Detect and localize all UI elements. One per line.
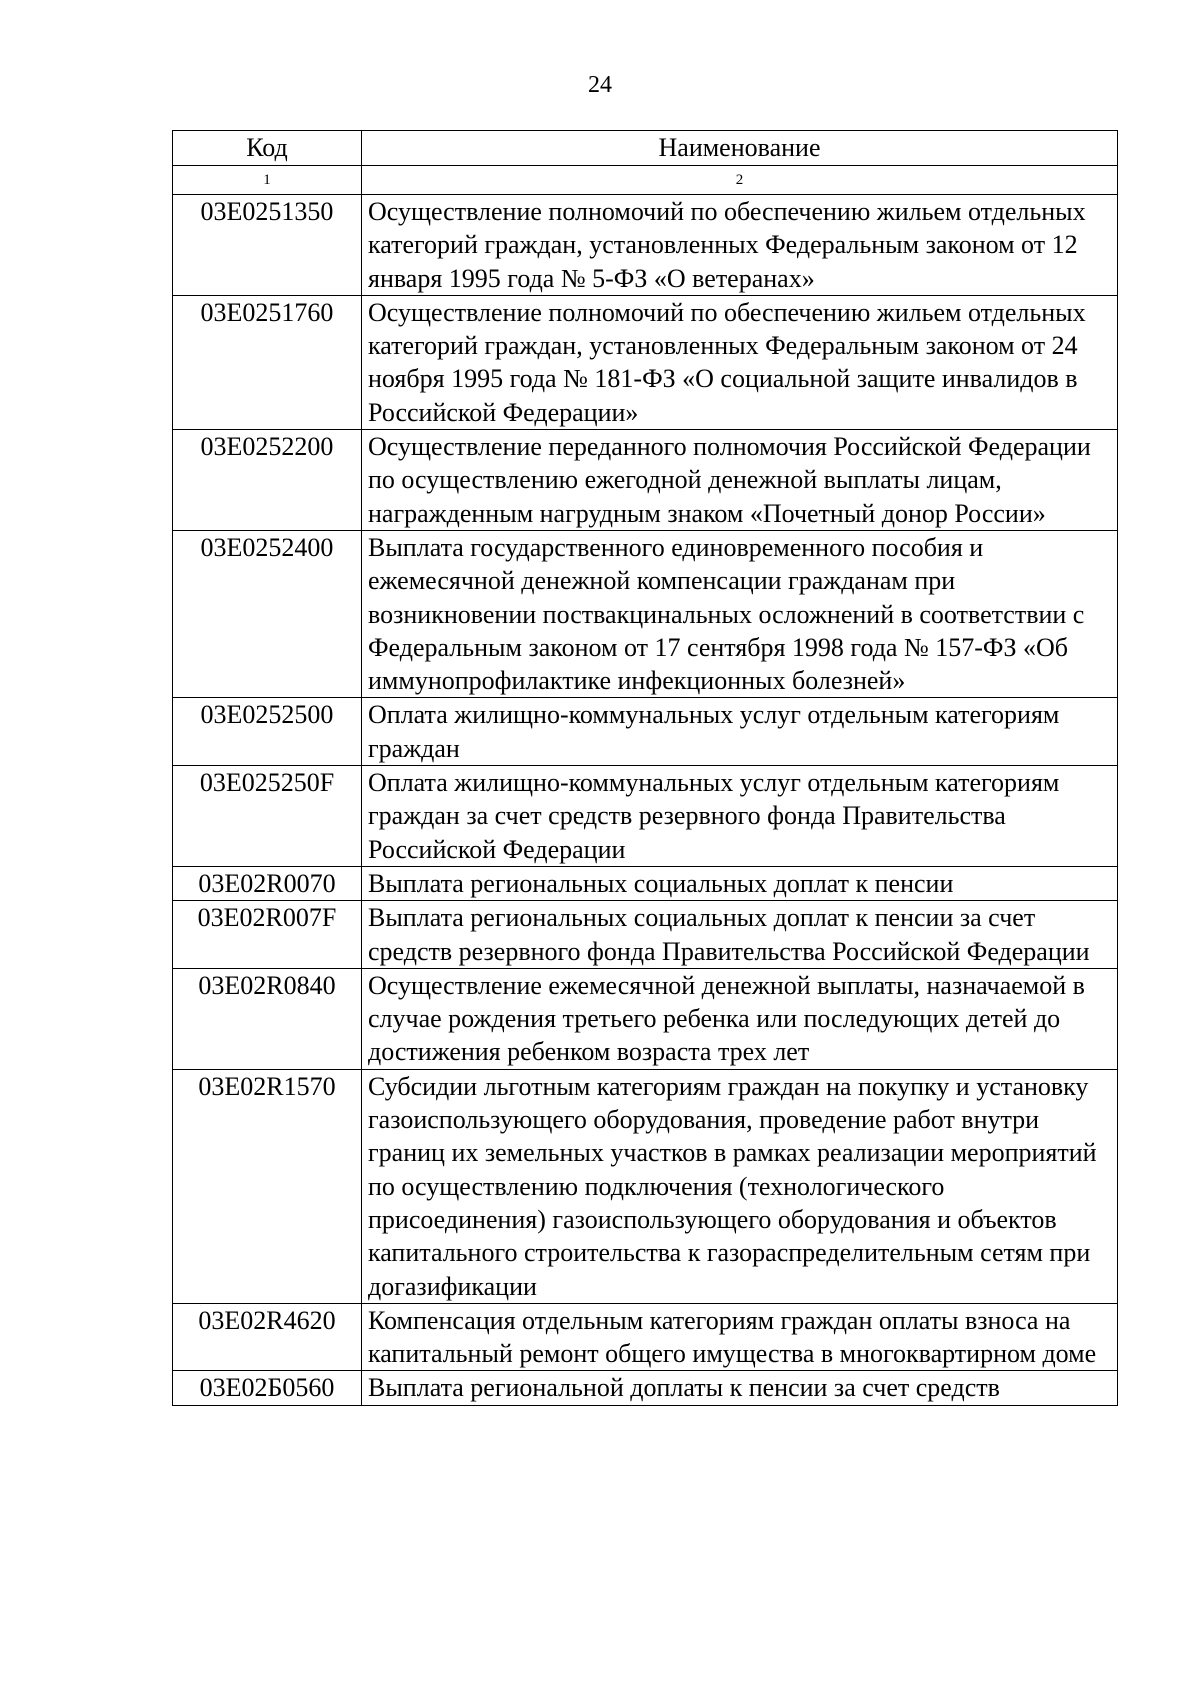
row-code: 03Е0252500 (173, 698, 362, 766)
row-code: 03Е02R0070 (173, 866, 362, 900)
table-header-row (173, 131, 1118, 166)
row-name: Выплата региональных социальных доплат к пенсии (362, 866, 1118, 900)
row-name: Осуществление ежемесячной денежной выплаты, назначаемой в случае рождения третьего ребенка или последующих детей до достижения ребенком возраста трех лет (362, 968, 1118, 1069)
table-row (173, 295, 1118, 429)
row-name: Выплата региональных социальных доплат к пенсии за счет средств резервного фонда Правительства Российской Федерации (362, 901, 1118, 969)
row-name: Компенсация отдельным категориям граждан оплаты взноса на капитальный ремонт общего имущества в многоквартирном доме (362, 1303, 1118, 1371)
page-number: 24 (588, 72, 612, 98)
row-name: Осуществление полномочий по обеспечению жильем отдельных категорий граждан, установленных Федеральным законом от 12 января 1995 года № 5-ФЗ «О ветеранах» (362, 195, 1118, 296)
row-code: 03Е02R007F (173, 901, 362, 969)
row-name: Выплата государственного единовременного пособия и ежемесячной денежной компенсации гражданам при возникновении поствакцинальных осложнений в соответствии с Федеральным законом от 17 сентября 1998 года № 157-ФЗ «Об иммунопрофилактике инфекционных болезней» (362, 530, 1118, 697)
row-code: 03Е0252400 (173, 530, 362, 697)
table-row (173, 766, 1118, 867)
row-name: Субсидии льготным категориям граждан на покупку и установку газоиспользующего оборудования, проведение работ внутри границ их земельных участков в рамках реализации мероприятий по осуществлению подключения (технологического присоединения) газоиспользующего оборудования и объектов капитального строительства к газораспределительным сетям при догазификации (362, 1069, 1118, 1303)
table-body (173, 195, 1118, 1406)
table-row (173, 1371, 1118, 1405)
row-name: Оплата жилищно-коммунальных услуг отдельным категориям граждан (362, 698, 1118, 766)
header-code: Код (173, 131, 362, 166)
row-code: 03Е02R4620 (173, 1303, 362, 1371)
table-row (173, 530, 1118, 697)
row-code: 03Е0251760 (173, 295, 362, 429)
row-code: 03Е02Б0560 (173, 1371, 362, 1405)
table-row (173, 698, 1118, 766)
column-number-code: 1 (173, 166, 362, 195)
table-row (173, 901, 1118, 969)
budget-codes-table (172, 130, 1118, 1406)
row-name: Оплата жилищно-коммунальных услуг отдельным категориям граждан за счет средств резервного фонда Правительства Российской Федерации (362, 766, 1118, 867)
table-row (173, 1303, 1118, 1371)
table-row (173, 866, 1118, 900)
header-name: Наименование (362, 131, 1118, 166)
column-number-name: 2 (362, 166, 1118, 195)
row-code: 03Е0251350 (173, 195, 362, 296)
row-name: Осуществление переданного полномочия Российской Федерации по осуществлению ежегодной денежной выплаты лицам, награжденным нагрудным знаком «Почетный донор России» (362, 430, 1118, 531)
table-row (173, 430, 1118, 531)
row-code: 03Е025250F (173, 766, 362, 867)
table-row (173, 195, 1118, 296)
row-code: 03Е02R0840 (173, 968, 362, 1069)
row-name: Выплата региональной доплаты к пенсии за счет средств (362, 1371, 1118, 1405)
row-code: 03Е02R1570 (173, 1069, 362, 1303)
row-code: 03Е0252200 (173, 430, 362, 531)
row-name: Осуществление полномочий по обеспечению жильем отдельных категорий граждан, установленных Федеральным законом от 24 ноября 1995 года № 181-ФЗ «О социальной защите инвалидов в Российской Федерации» (362, 295, 1118, 429)
column-number-row (173, 166, 1118, 195)
table-row (173, 968, 1118, 1069)
table-row (173, 1069, 1118, 1303)
